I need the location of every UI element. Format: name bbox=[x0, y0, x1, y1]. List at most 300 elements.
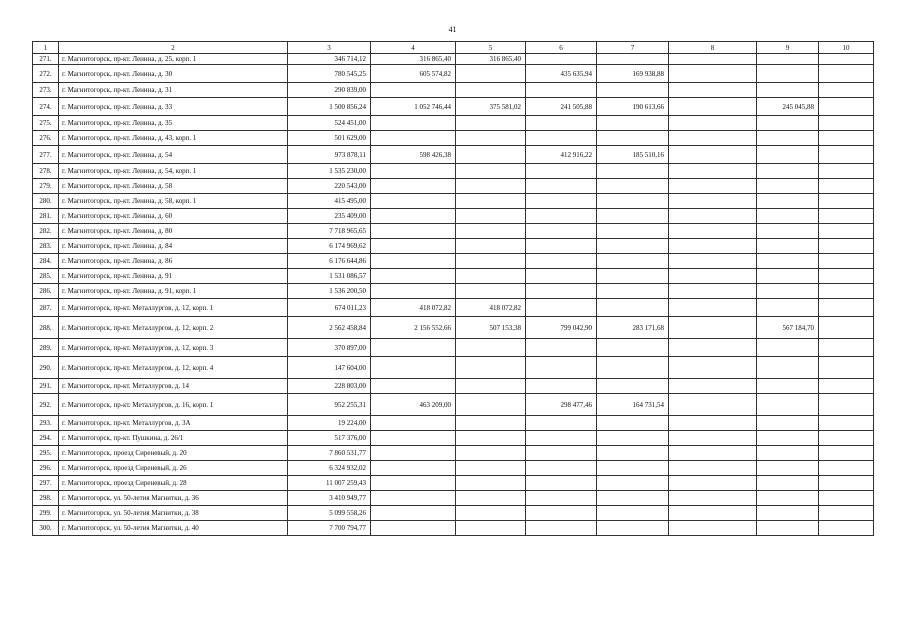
amount-cell bbox=[597, 521, 669, 536]
amount-cell: 7 718 965,65 bbox=[288, 224, 371, 239]
amount-cell bbox=[757, 357, 819, 379]
address-cell: г. Магнитогорск, пр-кт. Ленина, д. 91 bbox=[59, 269, 288, 284]
amount-cell bbox=[371, 416, 456, 431]
amount-cell bbox=[371, 116, 456, 131]
address-cell: г. Магнитогорск, пр-кт. Ленина, д. 58 bbox=[59, 179, 288, 194]
amount-cell bbox=[669, 54, 757, 65]
amount-cell bbox=[597, 431, 669, 446]
amount-cell bbox=[819, 209, 874, 224]
row-number-cell: 287. bbox=[33, 299, 59, 317]
amount-cell bbox=[526, 269, 597, 284]
amount-cell bbox=[757, 299, 819, 317]
amount-cell: 2 156 552,66 bbox=[371, 317, 456, 339]
column-header: 4 bbox=[371, 42, 456, 54]
page-number: 41 bbox=[448, 25, 457, 34]
table-row bbox=[33, 357, 874, 379]
row-number-cell: 281. bbox=[33, 209, 59, 224]
amount-cell bbox=[819, 65, 874, 83]
amount-cell bbox=[526, 284, 597, 299]
amount-cell bbox=[526, 239, 597, 254]
address-cell: г. Магнитогорск, пр-кт. Ленина, д. 80 bbox=[59, 224, 288, 239]
amount-cell: 245 045,88 bbox=[757, 98, 819, 116]
amount-cell: 1 536 200,50 bbox=[288, 284, 371, 299]
row-number-cell: 276. bbox=[33, 131, 59, 146]
amount-cell bbox=[526, 164, 597, 179]
amount-cell bbox=[669, 65, 757, 83]
address-cell: г. Магнитогорск, пр-кт. Металлургов, д. 14 bbox=[59, 379, 288, 394]
amount-cell: 7 700 794,77 bbox=[288, 521, 371, 536]
amount-cell bbox=[526, 116, 597, 131]
table-row bbox=[33, 339, 874, 357]
amount-cell bbox=[526, 379, 597, 394]
row-number-cell: 283. bbox=[33, 239, 59, 254]
address-cell: г. Магнитогорск, проезд Сиреневый, д. 28 bbox=[59, 476, 288, 491]
amount-cell bbox=[757, 379, 819, 394]
amount-cell bbox=[597, 461, 669, 476]
amount-cell bbox=[456, 254, 526, 269]
amount-cell bbox=[456, 179, 526, 194]
amount-cell bbox=[526, 476, 597, 491]
amount-cell bbox=[526, 131, 597, 146]
amount-cell bbox=[669, 164, 757, 179]
amount-cell bbox=[819, 521, 874, 536]
row-number-cell: 286. bbox=[33, 284, 59, 299]
amount-cell bbox=[669, 317, 757, 339]
amount-cell: 524 451,00 bbox=[288, 116, 371, 131]
table-row bbox=[33, 317, 874, 339]
row-number-cell: 278. bbox=[33, 164, 59, 179]
amount-cell bbox=[456, 146, 526, 164]
amount-cell: 316 865,40 bbox=[371, 54, 456, 65]
amount-cell bbox=[597, 491, 669, 506]
table-row bbox=[33, 379, 874, 394]
table-row bbox=[33, 146, 874, 164]
amount-cell bbox=[456, 194, 526, 209]
amount-cell bbox=[819, 317, 874, 339]
table-row bbox=[33, 506, 874, 521]
amount-cell: 412 916,22 bbox=[526, 146, 597, 164]
amount-cell bbox=[819, 224, 874, 239]
amount-cell: 952 255,31 bbox=[288, 394, 371, 416]
amount-cell: 283 171,68 bbox=[597, 317, 669, 339]
table-row bbox=[33, 284, 874, 299]
amount-cell bbox=[757, 65, 819, 83]
column-header: 2 bbox=[59, 42, 288, 54]
amount-cell bbox=[456, 339, 526, 357]
table-row bbox=[33, 224, 874, 239]
amount-cell bbox=[456, 446, 526, 461]
amount-cell bbox=[371, 476, 456, 491]
amount-cell bbox=[669, 416, 757, 431]
row-number-cell: 293. bbox=[33, 416, 59, 431]
amount-cell bbox=[669, 116, 757, 131]
row-number-cell: 291. bbox=[33, 379, 59, 394]
row-number-cell: 295. bbox=[33, 446, 59, 461]
amount-cell bbox=[526, 179, 597, 194]
amount-cell bbox=[371, 491, 456, 506]
table-row bbox=[33, 461, 874, 476]
amount-cell bbox=[597, 269, 669, 284]
amount-cell bbox=[819, 116, 874, 131]
amount-cell bbox=[371, 164, 456, 179]
table-row bbox=[33, 179, 874, 194]
amount-cell bbox=[597, 476, 669, 491]
amount-cell bbox=[456, 394, 526, 416]
amount-cell bbox=[819, 299, 874, 317]
amount-cell bbox=[597, 299, 669, 317]
amount-cell bbox=[819, 164, 874, 179]
amount-cell bbox=[819, 83, 874, 98]
amount-cell: 780 545,25 bbox=[288, 65, 371, 83]
amount-cell: 6 174 969,62 bbox=[288, 239, 371, 254]
amount-cell bbox=[597, 209, 669, 224]
address-cell: г. Магнитогорск, пр-кт. Металлургов, д. 16, корп. 1 bbox=[59, 394, 288, 416]
amount-cell bbox=[819, 131, 874, 146]
amount-cell: 5 099 558,26 bbox=[288, 506, 371, 521]
amount-cell bbox=[669, 357, 757, 379]
table-row bbox=[33, 65, 874, 83]
amount-cell bbox=[526, 54, 597, 65]
amount-cell bbox=[371, 339, 456, 357]
amount-cell bbox=[669, 476, 757, 491]
address-cell: г. Магнитогорск, пр-кт. Металлургов, д. 12, корп. 2 bbox=[59, 317, 288, 339]
amount-cell: 7 860 531,77 bbox=[288, 446, 371, 461]
amount-cell bbox=[456, 521, 526, 536]
address-cell: г. Магнитогорск, пр-кт. Ленина, д. 54 bbox=[59, 146, 288, 164]
amount-cell bbox=[526, 431, 597, 446]
amount-cell bbox=[597, 284, 669, 299]
table-row bbox=[33, 416, 874, 431]
amount-cell bbox=[757, 431, 819, 446]
data-table bbox=[32, 41, 874, 536]
amount-cell bbox=[597, 446, 669, 461]
amount-cell bbox=[456, 284, 526, 299]
address-cell: г. Магнитогорск, пр-кт. Металлургов, д. 12, корп. 4 bbox=[59, 357, 288, 379]
amount-cell: 674 011,23 bbox=[288, 299, 371, 317]
amount-cell bbox=[757, 394, 819, 416]
amount-cell bbox=[819, 476, 874, 491]
amount-cell: 185 510,16 bbox=[597, 146, 669, 164]
amount-cell bbox=[757, 131, 819, 146]
amount-cell bbox=[757, 54, 819, 65]
column-header: 7 bbox=[597, 42, 669, 54]
row-number-cell: 299. bbox=[33, 506, 59, 521]
address-cell: г. Магнитогорск, пр-кт. Ленина, д. 58, корп. 1 bbox=[59, 194, 288, 209]
amount-cell bbox=[757, 506, 819, 521]
amount-cell bbox=[526, 194, 597, 209]
amount-cell: 298 477,46 bbox=[526, 394, 597, 416]
address-cell: г. Магнитогорск, пр-кт. Металлургов, д. 12, корп. 3 bbox=[59, 339, 288, 357]
amount-cell bbox=[456, 269, 526, 284]
row-number-cell: 288. bbox=[33, 317, 59, 339]
amount-cell bbox=[757, 521, 819, 536]
amount-cell bbox=[819, 54, 874, 65]
row-number-cell: 284. bbox=[33, 254, 59, 269]
address-cell: г. Магнитогорск, пр-кт. Металлургов, д. 3А bbox=[59, 416, 288, 431]
amount-cell: 228 803,00 bbox=[288, 379, 371, 394]
amount-cell bbox=[757, 194, 819, 209]
amount-cell bbox=[757, 146, 819, 164]
amount-cell: 19 224,00 bbox=[288, 416, 371, 431]
amount-cell bbox=[371, 284, 456, 299]
row-number-cell: 279. bbox=[33, 179, 59, 194]
address-cell: г. Магнитогорск, пр-кт. Ленина, д. 35 bbox=[59, 116, 288, 131]
amount-cell bbox=[757, 416, 819, 431]
amount-cell: 190 613,66 bbox=[597, 98, 669, 116]
row-number-cell: 282. bbox=[33, 224, 59, 239]
amount-cell bbox=[456, 164, 526, 179]
amount-cell bbox=[669, 461, 757, 476]
amount-cell bbox=[669, 131, 757, 146]
row-number-cell: 297. bbox=[33, 476, 59, 491]
amount-cell bbox=[669, 284, 757, 299]
amount-cell bbox=[757, 254, 819, 269]
amount-cell: 6 176 644,86 bbox=[288, 254, 371, 269]
amount-cell bbox=[456, 83, 526, 98]
amount-cell bbox=[819, 416, 874, 431]
amount-cell bbox=[526, 446, 597, 461]
amount-cell bbox=[456, 379, 526, 394]
address-cell: г. Магнитогорск, проезд Сиреневый, д. 20 bbox=[59, 446, 288, 461]
amount-cell: 418 072,82 bbox=[456, 299, 526, 317]
row-number-cell: 292. bbox=[33, 394, 59, 416]
amount-cell bbox=[597, 357, 669, 379]
amount-cell: 418 072,82 bbox=[371, 299, 456, 317]
amount-cell bbox=[371, 254, 456, 269]
amount-cell: 6 324 932,02 bbox=[288, 461, 371, 476]
amount-cell bbox=[526, 491, 597, 506]
amount-cell bbox=[597, 83, 669, 98]
row-number-cell: 285. bbox=[33, 269, 59, 284]
table-row bbox=[33, 446, 874, 461]
column-header: 1 bbox=[33, 42, 59, 54]
address-cell: г. Магнитогорск, пр-кт. Ленина, д. 84 bbox=[59, 239, 288, 254]
amount-cell bbox=[819, 461, 874, 476]
amount-cell: 507 153,38 bbox=[456, 317, 526, 339]
amount-cell bbox=[456, 239, 526, 254]
table-header-row bbox=[33, 42, 874, 54]
amount-cell: 164 731,54 bbox=[597, 394, 669, 416]
amount-cell bbox=[371, 379, 456, 394]
amount-cell bbox=[597, 339, 669, 357]
address-cell: г. Магнитогорск, пр-кт. Пушкина, д. 26/1 bbox=[59, 431, 288, 446]
amount-cell: 1 500 856,24 bbox=[288, 98, 371, 116]
amount-cell bbox=[819, 379, 874, 394]
amount-cell bbox=[819, 446, 874, 461]
address-cell: г. Магнитогорск, пр-кт. Ленина, д. 31 bbox=[59, 83, 288, 98]
amount-cell bbox=[819, 269, 874, 284]
amount-cell bbox=[669, 179, 757, 194]
amount-cell: 435 635,94 bbox=[526, 65, 597, 83]
row-number-cell: 273. bbox=[33, 83, 59, 98]
amount-cell bbox=[597, 131, 669, 146]
amount-cell bbox=[597, 164, 669, 179]
amount-cell bbox=[819, 239, 874, 254]
amount-cell bbox=[757, 83, 819, 98]
amount-cell bbox=[597, 379, 669, 394]
amount-cell bbox=[371, 521, 456, 536]
amount-cell bbox=[456, 357, 526, 379]
amount-cell bbox=[819, 146, 874, 164]
amount-cell bbox=[526, 254, 597, 269]
amount-cell bbox=[597, 116, 669, 131]
amount-cell: 567 184,70 bbox=[757, 317, 819, 339]
amount-cell bbox=[456, 209, 526, 224]
amount-cell: 799 042,90 bbox=[526, 317, 597, 339]
amount-cell bbox=[819, 284, 874, 299]
amount-cell bbox=[597, 194, 669, 209]
address-cell: г. Магнитогорск, пр-кт. Ленина, д. 60 bbox=[59, 209, 288, 224]
amount-cell: 517 376,00 bbox=[288, 431, 371, 446]
amount-cell: 290 839,00 bbox=[288, 83, 371, 98]
address-cell: г. Магнитогорск, пр-кт. Ленина, д. 33 bbox=[59, 98, 288, 116]
amount-cell bbox=[456, 506, 526, 521]
address-cell: г. Магнитогорск, пр-кт. Ленина, д. 91, корп. 1 bbox=[59, 284, 288, 299]
address-cell: г. Магнитогорск, ул. 50-летия Магнитки, д. 40 bbox=[59, 521, 288, 536]
amount-cell bbox=[526, 506, 597, 521]
amount-cell bbox=[669, 339, 757, 357]
address-cell: г. Магнитогорск, пр-кт. Ленина, д. 86 bbox=[59, 254, 288, 269]
amount-cell bbox=[526, 299, 597, 317]
amount-cell bbox=[819, 339, 874, 357]
amount-cell bbox=[526, 209, 597, 224]
amount-cell bbox=[757, 491, 819, 506]
table-body bbox=[33, 54, 874, 536]
amount-cell: 3 410 949,77 bbox=[288, 491, 371, 506]
amount-cell bbox=[757, 284, 819, 299]
table-row bbox=[33, 394, 874, 416]
amount-cell: 375 581,02 bbox=[456, 98, 526, 116]
amount-cell bbox=[371, 506, 456, 521]
amount-cell bbox=[669, 394, 757, 416]
amount-cell bbox=[819, 431, 874, 446]
address-cell: г. Магнитогорск, ул. 50-летия Магнитки, д. 38 bbox=[59, 506, 288, 521]
table-row bbox=[33, 431, 874, 446]
table-row bbox=[33, 269, 874, 284]
amount-cell bbox=[669, 83, 757, 98]
table-row bbox=[33, 491, 874, 506]
amount-cell bbox=[371, 83, 456, 98]
row-number-cell: 300. bbox=[33, 521, 59, 536]
address-cell: г. Магнитогорск, пр-кт. Ленина, д. 25, корп. 1 bbox=[59, 54, 288, 65]
table-row bbox=[33, 83, 874, 98]
amount-cell bbox=[669, 254, 757, 269]
row-number-cell: 298. bbox=[33, 491, 59, 506]
amount-cell bbox=[669, 491, 757, 506]
amount-cell bbox=[669, 506, 757, 521]
amount-cell: 1 052 746,44 bbox=[371, 98, 456, 116]
amount-cell bbox=[456, 461, 526, 476]
column-header: 10 bbox=[819, 42, 874, 54]
amount-cell bbox=[597, 506, 669, 521]
amount-cell bbox=[757, 461, 819, 476]
amount-cell: 316 865,40 bbox=[456, 54, 526, 65]
amount-cell bbox=[371, 239, 456, 254]
amount-cell bbox=[371, 431, 456, 446]
table-row bbox=[33, 194, 874, 209]
amount-cell bbox=[819, 394, 874, 416]
table-row bbox=[33, 521, 874, 536]
amount-cell bbox=[456, 491, 526, 506]
amount-cell: 973 878,11 bbox=[288, 146, 371, 164]
column-header: 6 bbox=[526, 42, 597, 54]
amount-cell bbox=[371, 224, 456, 239]
table-row bbox=[33, 54, 874, 65]
amount-cell: 241 505,88 bbox=[526, 98, 597, 116]
amount-cell bbox=[371, 194, 456, 209]
amount-cell: 415 495,00 bbox=[288, 194, 371, 209]
address-cell: г. Магнитогорск, пр-кт. Ленина, д. 54, корп. 1 bbox=[59, 164, 288, 179]
amount-cell bbox=[819, 98, 874, 116]
amount-cell bbox=[757, 164, 819, 179]
amount-cell bbox=[371, 179, 456, 194]
row-number-cell: 277. bbox=[33, 146, 59, 164]
table-row bbox=[33, 476, 874, 491]
amount-cell bbox=[669, 209, 757, 224]
table-row bbox=[33, 116, 874, 131]
column-header: 9 bbox=[757, 42, 819, 54]
amount-cell bbox=[819, 491, 874, 506]
amount-cell bbox=[819, 506, 874, 521]
address-cell: г. Магнитогорск, пр-кт. Металлургов, д. 12, корп. 1 bbox=[59, 299, 288, 317]
amount-cell bbox=[669, 431, 757, 446]
row-number-cell: 289. bbox=[33, 339, 59, 357]
amount-cell bbox=[526, 357, 597, 379]
amount-cell bbox=[819, 357, 874, 379]
amount-cell bbox=[371, 357, 456, 379]
amount-cell bbox=[757, 446, 819, 461]
row-number-cell: 280. bbox=[33, 194, 59, 209]
amount-cell bbox=[456, 224, 526, 239]
amount-cell: 370 897,00 bbox=[288, 339, 371, 357]
amount-cell bbox=[456, 416, 526, 431]
row-number-cell: 275. bbox=[33, 116, 59, 131]
address-cell: г. Магнитогорск, пр-кт. Ленина, д. 43, корп. 1 bbox=[59, 131, 288, 146]
amount-cell: 169 938,88 bbox=[597, 65, 669, 83]
address-cell: г. Магнитогорск, проезд Сиреневый, д. 26 bbox=[59, 461, 288, 476]
column-header: 3 bbox=[288, 42, 371, 54]
amount-cell: 501 629,00 bbox=[288, 131, 371, 146]
amount-cell bbox=[669, 521, 757, 536]
table-row bbox=[33, 164, 874, 179]
amount-cell bbox=[819, 254, 874, 269]
amount-cell bbox=[597, 179, 669, 194]
amount-cell bbox=[819, 179, 874, 194]
row-number-cell: 272. bbox=[33, 65, 59, 83]
table-row bbox=[33, 254, 874, 269]
amount-cell: 598 426,38 bbox=[371, 146, 456, 164]
amount-cell bbox=[456, 476, 526, 491]
address-cell: г. Магнитогорск, ул. 50-летия Магнитки, д. 36 bbox=[59, 491, 288, 506]
amount-cell: 1 531 086,57 bbox=[288, 269, 371, 284]
table-row bbox=[33, 131, 874, 146]
amount-cell: 220 543,00 bbox=[288, 179, 371, 194]
amount-cell bbox=[526, 416, 597, 431]
amount-cell bbox=[371, 269, 456, 284]
amount-cell: 605 574,82 bbox=[371, 65, 456, 83]
table-row bbox=[33, 209, 874, 224]
row-number-cell: 294. bbox=[33, 431, 59, 446]
amount-cell bbox=[371, 461, 456, 476]
amount-cell bbox=[669, 146, 757, 164]
amount-cell bbox=[456, 65, 526, 83]
amount-cell bbox=[371, 446, 456, 461]
amount-cell bbox=[669, 194, 757, 209]
amount-cell: 147 604,00 bbox=[288, 357, 371, 379]
amount-cell bbox=[597, 416, 669, 431]
amount-cell bbox=[669, 379, 757, 394]
amount-cell: 463 209,00 bbox=[371, 394, 456, 416]
